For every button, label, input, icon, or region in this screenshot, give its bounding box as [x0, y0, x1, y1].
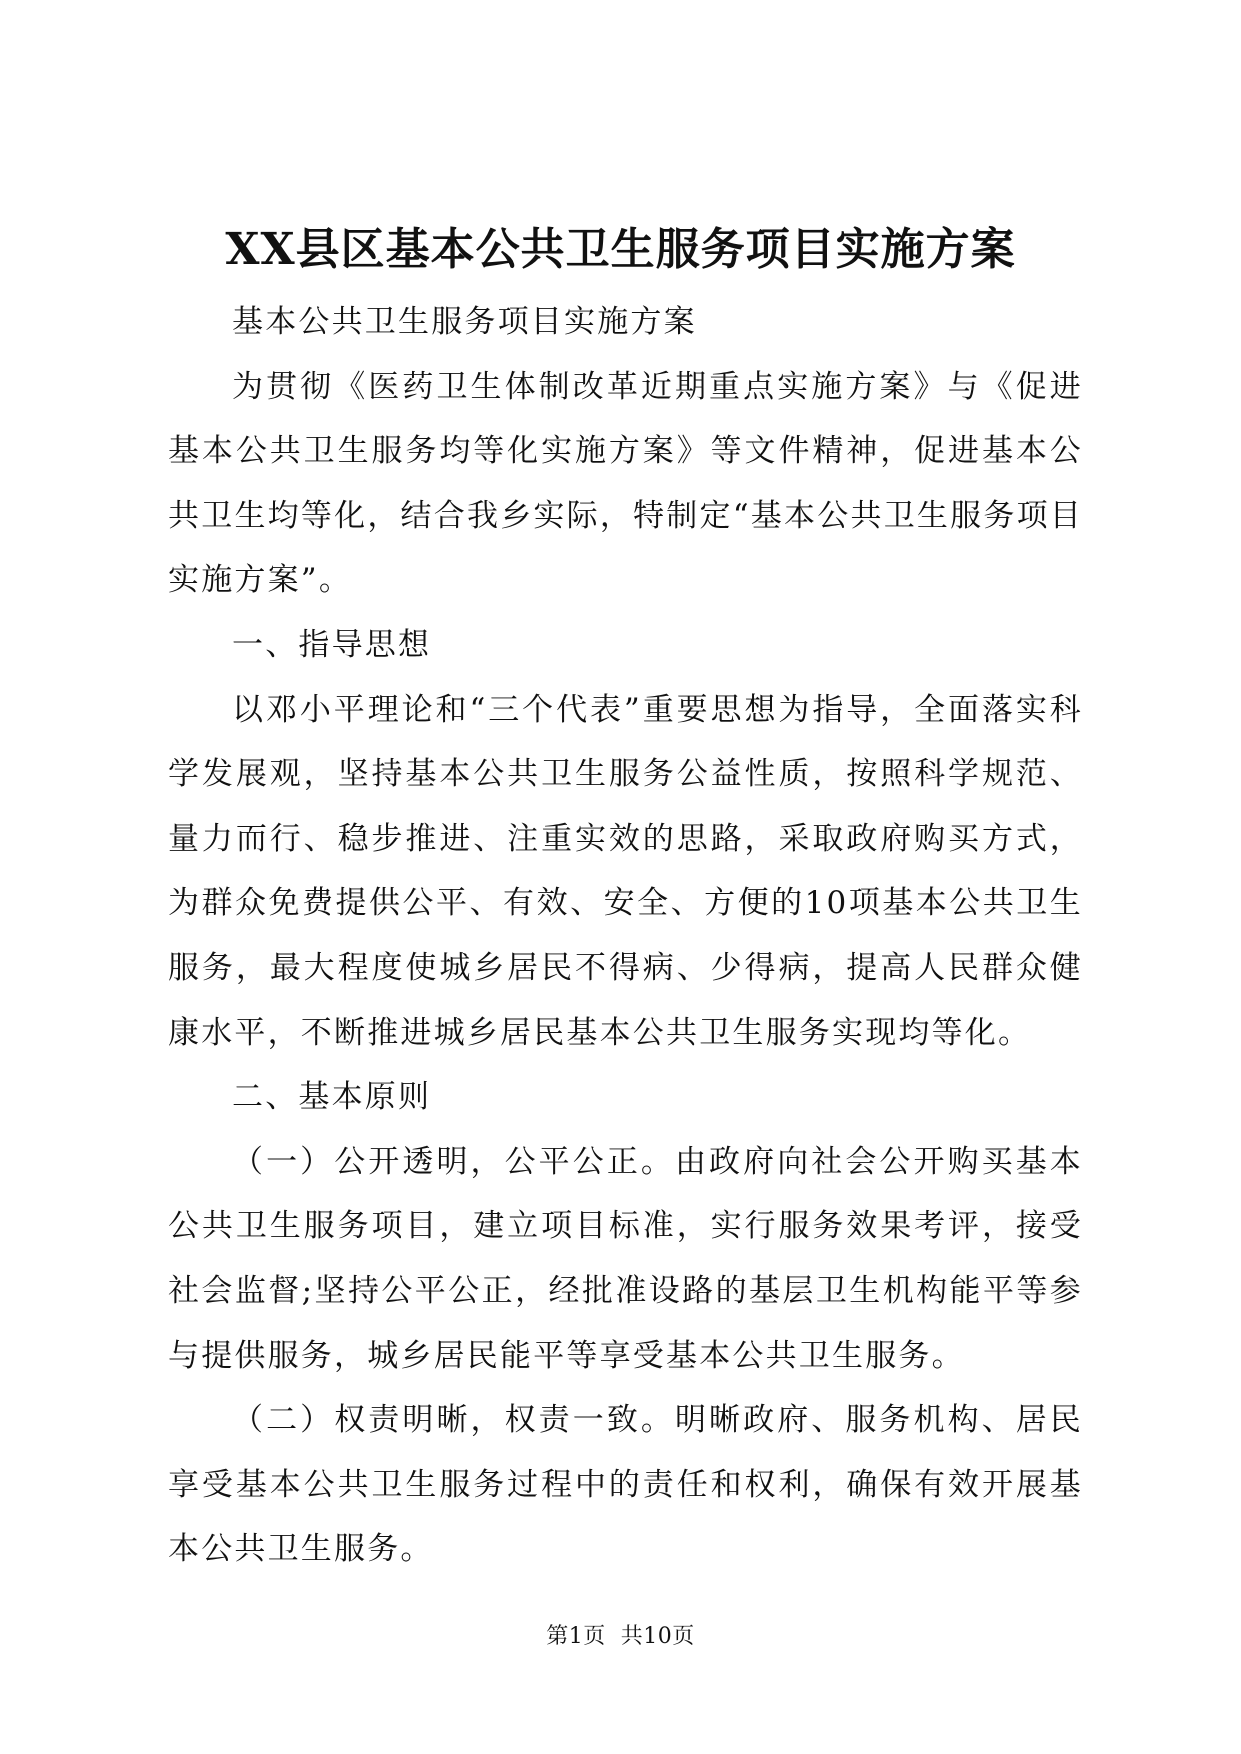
subtitle-paragraph: 基本公共卫生服务项目实施方案 — [232, 304, 697, 340]
principle-2-paragraph: （二）权责明晰，权责一致。明晰政府、服务机构、居民享受基本公共卫生服务过程中的责任和权利，确保有效开展基本公共卫生服务。 — [168, 1402, 1083, 1568]
guiding-ideology-paragraph: 以邓小平理论和“三个代表”重要思想为指导，全面落实科学发展观，坚持基本公共卫生服务公益性质，按照科学规范、量力而行、稳步推进、注重实效的思路，采取政府购买方式，为群众免费提供公平、有效、安全、方便的10项基本公共卫生服务，最大程度使城乡居民不得病、少得病，提高人民群众健康水平，不断推进城乡居民基本公共卫生服务实现均等化。 — [168, 691, 1083, 1051]
intro-paragraph: 为贯彻《医药卫生体制改革近期重点实施方案》与《促进基本公共卫生服务均等化实施方案》等文件精神，促进基本公共卫生均等化，结合我乡实际，特制定“基本公共卫生服务项目实施方案”。 — [168, 368, 1083, 599]
document-body — [168, 290, 1083, 1582]
section-heading-basic-principles: 二、基本原则 — [232, 1079, 432, 1116]
document-title: XX县区基本公共卫生服务项目实施方案 — [225, 224, 1016, 275]
section-heading-guiding-ideology: 一、指导思想 — [232, 626, 432, 663]
page-number-label: 第1页 共10页 — [546, 1624, 695, 1649]
page-footer — [0, 1622, 1241, 1652]
principle-1-paragraph: （一）公开透明，公平公正。由政府向社会公开购买基本公共卫生服务项目，建立项目标准，实行服务效果考评，接受社会监督;坚持公平公正，经批准设路的基层卫生机构能平等参与提供服务，城乡居民能平等享受基本公共卫生服务。 — [168, 1143, 1083, 1374]
